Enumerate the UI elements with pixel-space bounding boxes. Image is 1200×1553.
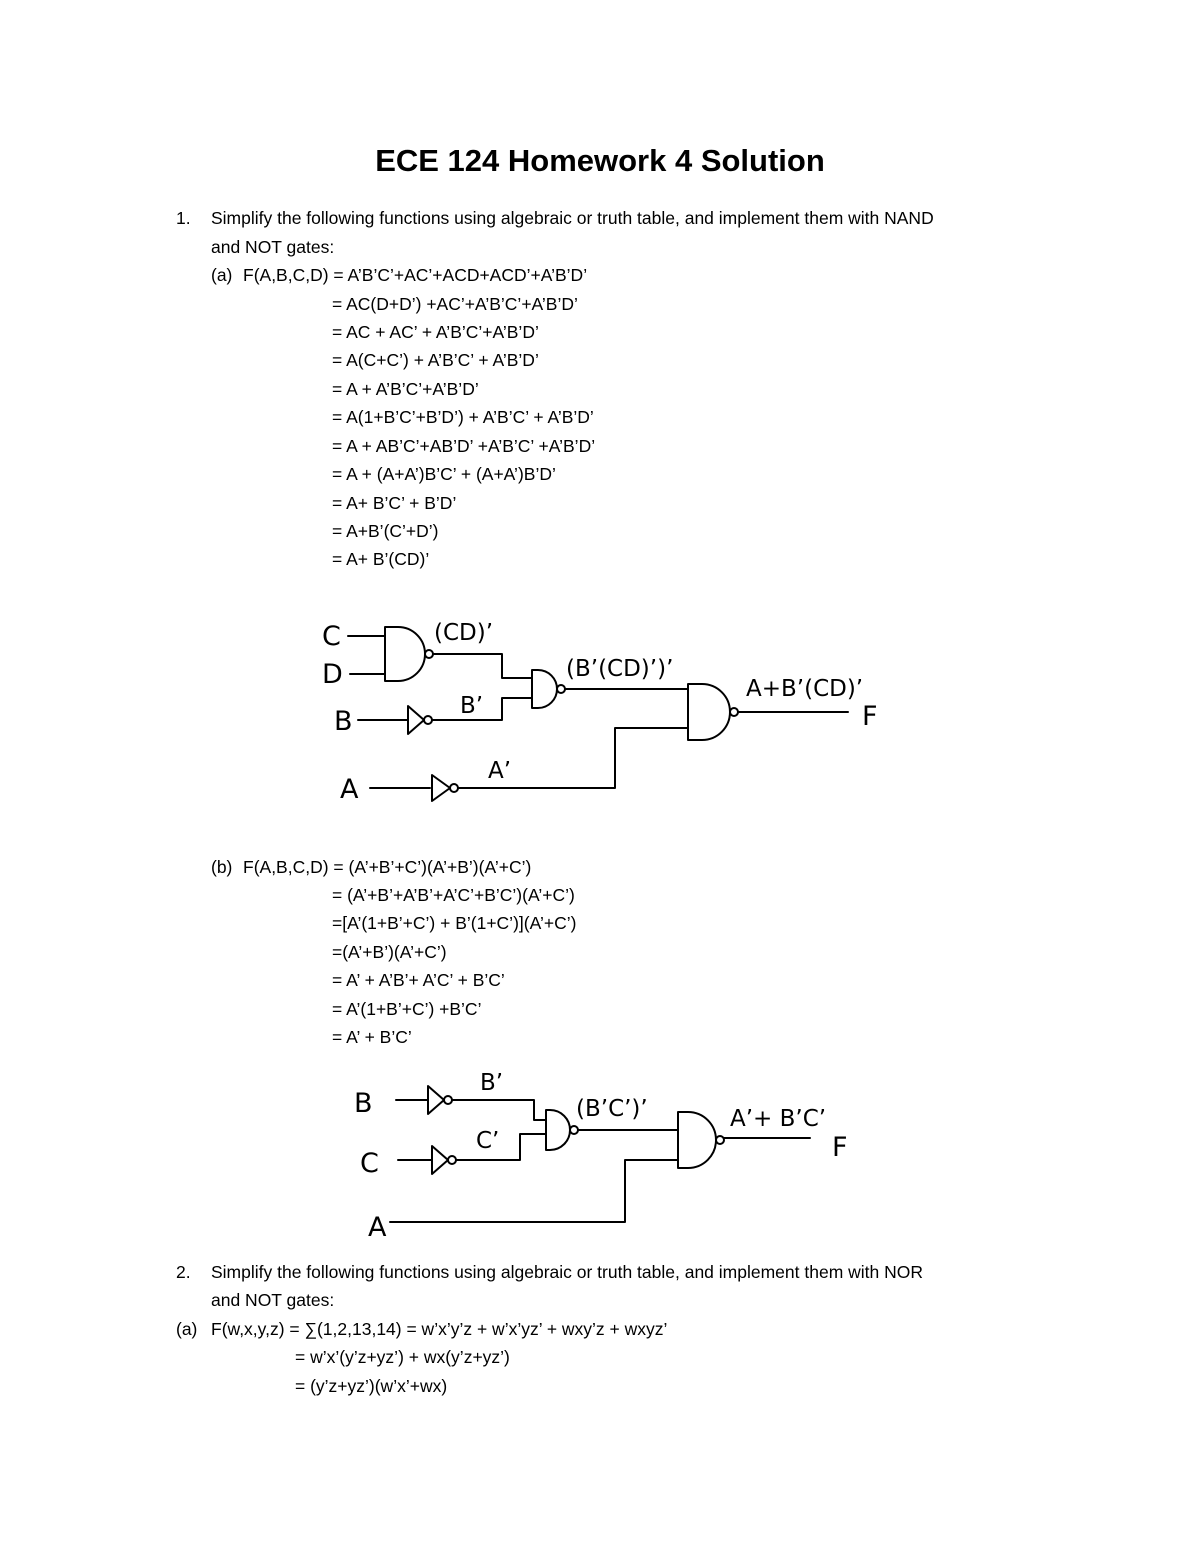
q1-number: 1.	[176, 208, 191, 228]
q2a-step: = (y’z+yz’)(w’x’+wx)	[295, 1376, 448, 1396]
inversion-bubble	[448, 1156, 456, 1164]
label-mid: (B’(CD)’)’	[566, 656, 674, 682]
q1a-label: (a)	[211, 265, 233, 285]
inversion-bubble	[450, 784, 458, 792]
input-b-label: B	[354, 1088, 373, 1119]
q1-text-line1: Simplify the following functions using algebraic or truth table, and implement them with NAND	[211, 208, 934, 228]
q1a-step: = A+ B’(CD)’	[332, 549, 430, 569]
input-b-label: B	[334, 706, 353, 737]
q1a-step: = A+B’(C’+D’)	[332, 521, 439, 541]
nand-gate-cd	[385, 627, 425, 681]
q1a-first-line: F(A,B,C,D) = A’B’C’+AC’+ACD+ACD’+A’B’D’	[243, 265, 588, 285]
nand-gate-mid	[546, 1110, 570, 1150]
label-output-expression: A’+ B’C’	[730, 1106, 827, 1132]
not-gate-c	[432, 1146, 448, 1174]
not-gate-a	[432, 775, 450, 801]
q1b-step: =(A’+B’)(A’+C’)	[332, 942, 447, 962]
page-title: ECE 124 Homework 4 Solution	[375, 143, 825, 178]
q2-number: 2.	[176, 1262, 191, 1282]
inversion-bubble	[716, 1136, 724, 1144]
label-c-bar: C’	[476, 1128, 500, 1154]
q1b-step: = A’ + A’B’+ A’C’ + B’C’	[332, 970, 505, 990]
q1a-step: = A+ B’C’ + B’D’	[332, 493, 457, 513]
inversion-bubble	[557, 685, 565, 693]
output-f-label: F	[862, 701, 878, 732]
q2a-label: (a)	[176, 1319, 198, 1339]
label-output-expression: A+B’(CD)’	[746, 676, 864, 702]
label-a-bar: A’	[488, 758, 512, 784]
input-a-label: A	[368, 1212, 387, 1243]
inversion-bubble	[730, 708, 738, 716]
nand-gate-out	[688, 684, 730, 740]
wire	[433, 654, 532, 678]
q1a-step: = A + A’B’C’+A’B’D’	[332, 379, 479, 399]
input-c-label: C	[360, 1148, 379, 1179]
wire	[452, 1100, 546, 1120]
q1a-step: = AC(D+D’) +AC’+A’B’C’+A’B’D’	[332, 294, 578, 314]
not-gate-b	[408, 706, 424, 734]
output-f-label: F	[832, 1132, 848, 1163]
q1a-step: = A + AB’C’+AB’D’ +A’B’C’ +A’B’D’	[332, 436, 596, 456]
q1b-label: (b)	[211, 857, 233, 877]
inversion-bubble	[444, 1096, 452, 1104]
q2-text-line2: and NOT gates:	[211, 1290, 335, 1310]
q1b-step: =[A’(1+B’+C’) + B’(1+C’)](A’+C’)	[332, 913, 577, 933]
input-a-label: A	[340, 774, 359, 805]
q2a-first-line: F(w,x,y,z) = ∑(1,2,13,14) = w’x’y’z + w’x’yz’ + wxy’z + wxyz’	[211, 1319, 668, 1339]
inversion-bubble	[425, 650, 433, 658]
q1a-step: = AC + AC’ + A’B’C’+A’B’D’	[332, 322, 539, 342]
q1a-step: = A(C+C’) + A’B’C’ + A’B’D’	[332, 350, 539, 370]
label-mid: (B’C’)’	[576, 1096, 648, 1122]
q2-text-line1: Simplify the following functions using algebraic or truth table, and implement them with NOR	[211, 1262, 924, 1282]
not-gate-b	[428, 1086, 444, 1114]
input-c-label: C	[322, 621, 341, 652]
inversion-bubble	[424, 716, 432, 724]
label-cd-bar: (CD)’	[434, 620, 494, 646]
wire	[456, 1134, 546, 1160]
q2a-step: = w’x’(y’z+yz’) + wx(y’z+yz’)	[295, 1347, 510, 1367]
label-b-bar: B’	[460, 693, 484, 719]
nand-gate-mid	[532, 670, 557, 708]
q1a-circuit-diagram	[300, 600, 900, 820]
q1-text-line2: and NOT gates:	[211, 237, 335, 257]
q1b-first-line: F(A,B,C,D) = (A’+B’+C’)(A’+B’)(A’+C’)	[243, 857, 532, 877]
q1b-step: = A’ + B’C’	[332, 1027, 412, 1047]
q1a-step: = A + (A+A’)B’C’ + (A+A’)B’D’	[332, 464, 556, 484]
input-d-label: D	[322, 659, 343, 690]
q1b-step: = A’(1+B’+C’) +B’C’	[332, 999, 482, 1019]
inversion-bubble	[570, 1126, 578, 1134]
nand-gate-out	[678, 1112, 716, 1168]
q1a-step: = A(1+B’C’+B’D’) + A’B’C’ + A’B’D’	[332, 407, 594, 427]
q1b-circuit-diagram	[340, 1060, 880, 1250]
q1b-step: = (A’+B’+A’B’+A’C’+B’C’)(A’+C’)	[332, 885, 575, 905]
label-b-bar: B’	[480, 1070, 504, 1096]
